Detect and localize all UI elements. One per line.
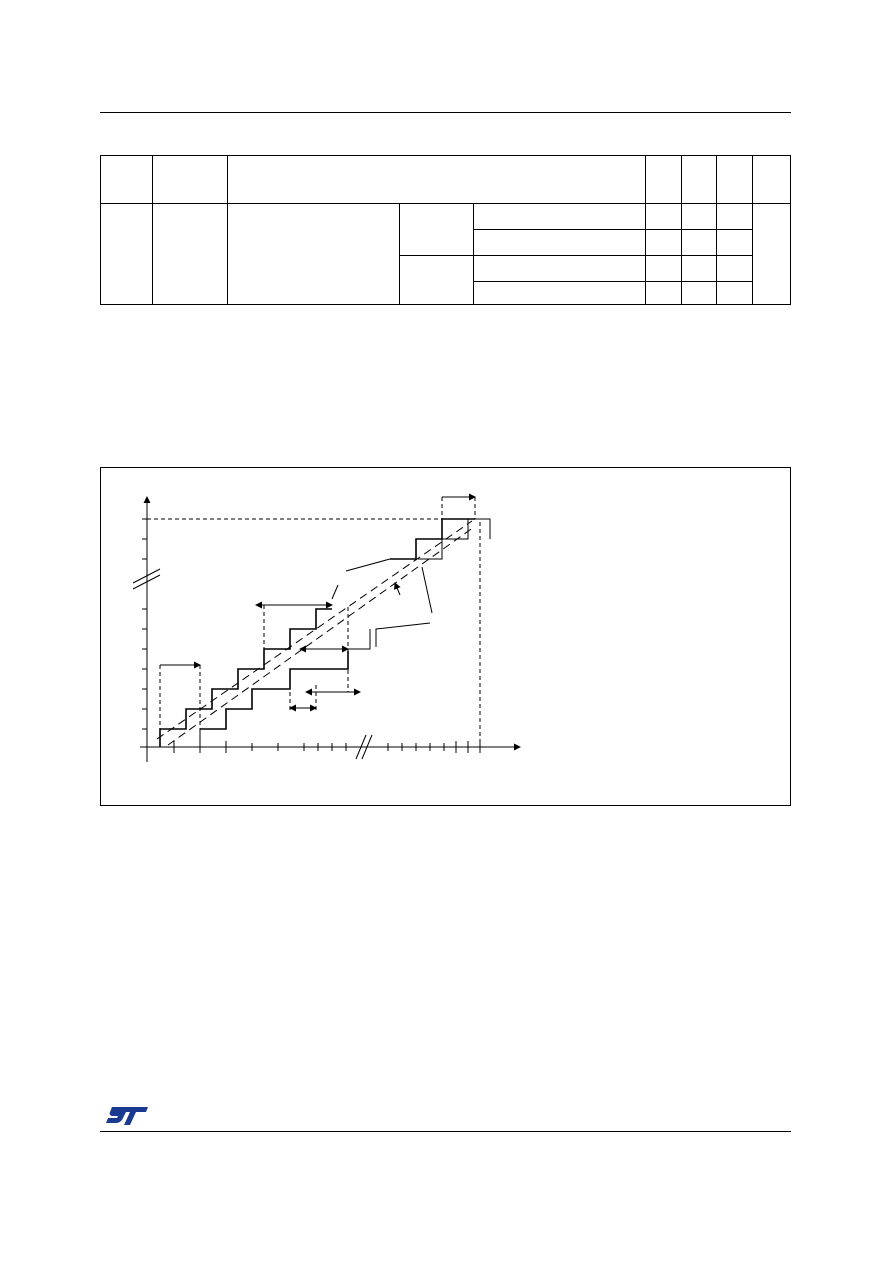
ideal-line-lower [168, 527, 474, 745]
footer-rule [100, 1131, 791, 1132]
spec-table [100, 155, 791, 305]
leader-line [376, 623, 430, 647]
ideal-line-upper [157, 521, 472, 739]
transfer-characteristic-figure [100, 467, 791, 806]
y-ticks [142, 519, 147, 729]
header-rule [100, 112, 791, 113]
full-scale-boundary [147, 519, 480, 747]
leader-line [332, 585, 338, 599]
st-logo-icon [104, 1104, 152, 1128]
leader-line [346, 559, 390, 571]
gain-error-staircase [200, 651, 348, 729]
leader-line [422, 567, 432, 613]
leader-line [395, 583, 400, 595]
